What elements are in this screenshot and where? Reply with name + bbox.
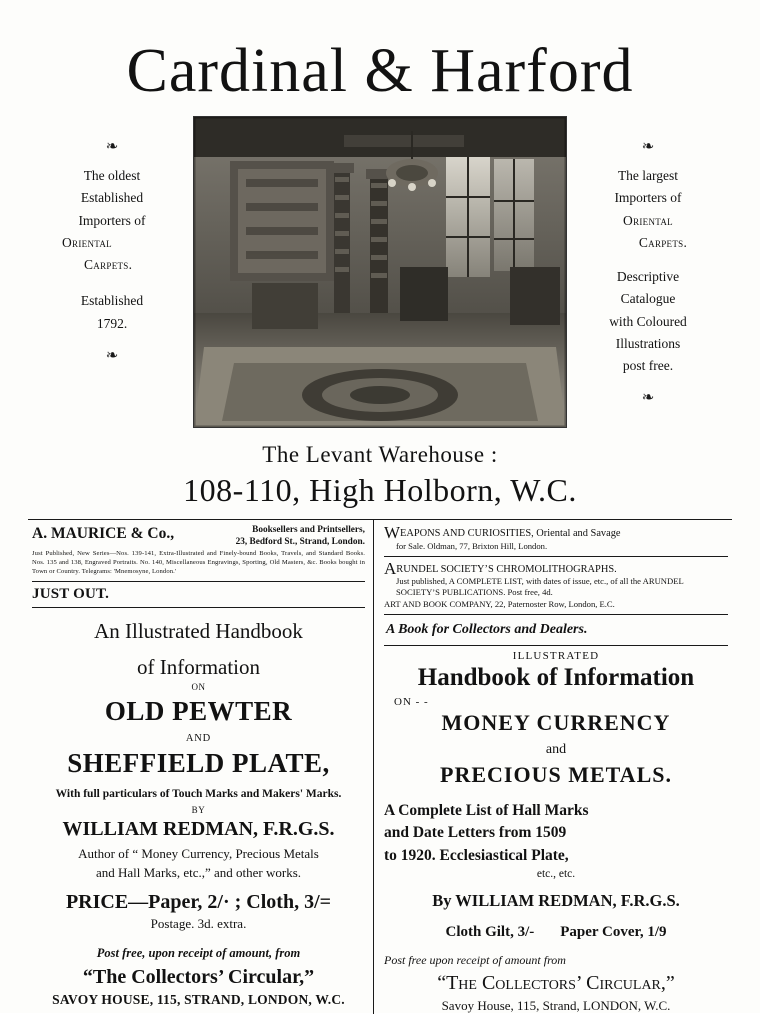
left-book-circular: “The Collectors’ Circular,” (82, 965, 315, 988)
left-book-subject-1: OLD PEWTER (104, 696, 293, 727)
maurice-subtitle-line1: Booksellers and Printsellers, (252, 525, 365, 535)
right-line-1: The largest (617, 168, 679, 183)
weapons-advert (384, 525, 728, 552)
collectors-divider (384, 645, 728, 646)
warehouse-address: 108-110, High Holborn, W.C. (183, 472, 577, 508)
upper-block (0, 116, 760, 428)
right-advert-column (374, 520, 732, 1014)
fleuron-icon-right-lower: ❧ (641, 390, 655, 407)
left-established: Established (80, 293, 144, 309)
weapons-line2: for Sale. Oldman, 77, Brixton Hill, London. (396, 540, 548, 551)
left-text-column (36, 116, 188, 364)
left-oriental: Oriental (62, 234, 112, 250)
left-book-and: AND (185, 733, 212, 745)
right-extra-3: with Coloured (609, 313, 687, 329)
just-out-label: JUST OUT. (32, 585, 110, 602)
weapons-divider (384, 556, 728, 557)
right-text-column (572, 116, 724, 406)
weapons-headline: EAPONS AND CURIOSITIES, (400, 528, 534, 539)
left-book-on: ON (191, 682, 206, 693)
arundel-divider (384, 614, 728, 615)
right-book-handbook: Handbook of Information (417, 663, 695, 691)
left-carpets: Carpets. (84, 257, 133, 273)
maurice-divider (32, 581, 365, 582)
arundel-advert (384, 558, 728, 610)
right-book-complete-1: A Complete List of Hall Marks (384, 801, 589, 819)
left-advert-column (28, 520, 374, 1014)
fleuron-icon-lower: ❧ (105, 347, 119, 364)
right-carpets: Carpets. (638, 234, 688, 250)
right-book-advert (384, 650, 728, 1014)
right-book-and: and (545, 741, 567, 757)
weapons-dropcap: W (384, 523, 401, 542)
weapons-tail: Oriental and Savage (533, 528, 621, 539)
right-extra-2: Catalogue (620, 291, 676, 307)
fleuron-icon: ❧ (105, 139, 119, 155)
left-line-3: Importers of (78, 212, 146, 228)
arundel-line2: Just published, A COMPLETE LIST, with dates of issue, etc., of all the ARUNDEL SOCIETY’S PUBLICATIONS. Post free, 4d. (396, 576, 684, 598)
maurice-name: A. MAURICE & Co., (32, 525, 175, 542)
left-book-author: WILLIAM REDMAN, F.R.G.S. (62, 818, 335, 841)
just-out-divider (32, 607, 365, 608)
right-book-savoy: Savoy House, 115, Strand, LONDON, W.C. (441, 998, 671, 1014)
left-line-2: Established (80, 190, 144, 206)
arundel-line3: ART AND BOOK COMPANY, 22, Paternoster Row, London, E.C. (384, 598, 615, 609)
left-book-savoy: SAVOY HOUSE, 115, STRAND, LONDON, W.C. (52, 991, 345, 1007)
right-book-on: ON - - (394, 695, 429, 708)
advertisements-section (28, 520, 732, 1014)
right-book-circular: “The Collectors’ Circular,” (437, 972, 675, 995)
left-book-price: PRICE—Paper, 2/· ; Cloth, 3/= (65, 890, 332, 913)
right-line-2: Importers of (614, 190, 682, 206)
warehouse-interior-photo (193, 116, 567, 428)
left-book-subject-2: SHEFFIELD PLATE, (67, 748, 330, 779)
maurice-body-text: Just Published, New Series—Nos. 139-141, Extra-Illustrated and Finely-bound Books, Travels, and Standard Books. Nos. 135 and 138, Engraved Portraits. No. 140, Miscellaneous Engravings, Sporting, Old Masters, &c. Books bought in Town or Country. Telegrams: 'Mnemosyne, London.' (32, 550, 365, 575)
right-book-prices (384, 924, 728, 941)
left-book-particulars: With full particulars of Touch Marks and Makers' Marks. (55, 788, 342, 801)
left-book-postfree: Post free, upon receipt of amount, from (96, 945, 301, 960)
left-line-1: The oldest (83, 168, 141, 183)
right-extra-1: Descriptive (616, 269, 680, 285)
right-book-subject-1: MONEY CURRENCY (441, 709, 671, 735)
right-book-cloth-price: Cloth Gilt, 3/- (445, 924, 535, 941)
right-book-complete-2: and Date Letters from 1509 (384, 824, 567, 842)
right-book-author: By WILLIAM REDMAN, F.R.G.S. (432, 891, 680, 911)
photo-wrapper (188, 116, 572, 428)
left-book-advert (32, 618, 365, 1008)
right-book-postfree: Post free upon receipt of amount from (384, 953, 566, 968)
right-book-subject-2: PRECIOUS METALS. (440, 761, 672, 787)
warehouse-name: The Levant Warehouse : (262, 442, 498, 467)
left-book-postage: Postage. 3d. extra. (150, 915, 247, 931)
right-extra-5: post free. (622, 358, 674, 374)
left-book-author-desc-1: Author of “ Money Currency, Precious Metals (78, 846, 319, 862)
right-book-paper-price: Paper Cover, 1/9 (560, 924, 667, 941)
maurice-subtitle-line2: 23, Bedford St., Strand, London. (235, 536, 365, 547)
page-title: Cardinal & Harford (126, 37, 634, 105)
left-book-by: BY (191, 805, 206, 816)
left-year: 1792. (96, 315, 128, 331)
left-book-title-2: of Information (136, 655, 261, 680)
fleuron-icon-right: ❧ (641, 139, 655, 155)
right-oriental: Oriental (623, 212, 673, 228)
left-book-title-1: An Illustrated Handbook (94, 618, 303, 643)
right-book-illustrated: ILLUSTRATED (512, 649, 600, 662)
left-book-author-desc-2: and Hall Marks, etc.,” and other works. (95, 864, 302, 880)
maurice-advert-header (32, 525, 365, 548)
arundel-headline: RUNDEL SOCIETY’S CHROMOLITHOGRAPHS. (396, 563, 617, 575)
right-book-complete-3: to 1920. Ecclesiastical Plate, (384, 846, 569, 864)
collectors-dealers-header: A Book for Collectors and Dealers. (386, 621, 588, 637)
interior-photo-svg (194, 117, 566, 427)
arundel-dropcap: A (384, 558, 397, 578)
right-extra-4: Illustrations (615, 335, 681, 351)
right-book-etc: etc., etc. (536, 868, 576, 881)
maurice-subtitle (230, 525, 365, 548)
